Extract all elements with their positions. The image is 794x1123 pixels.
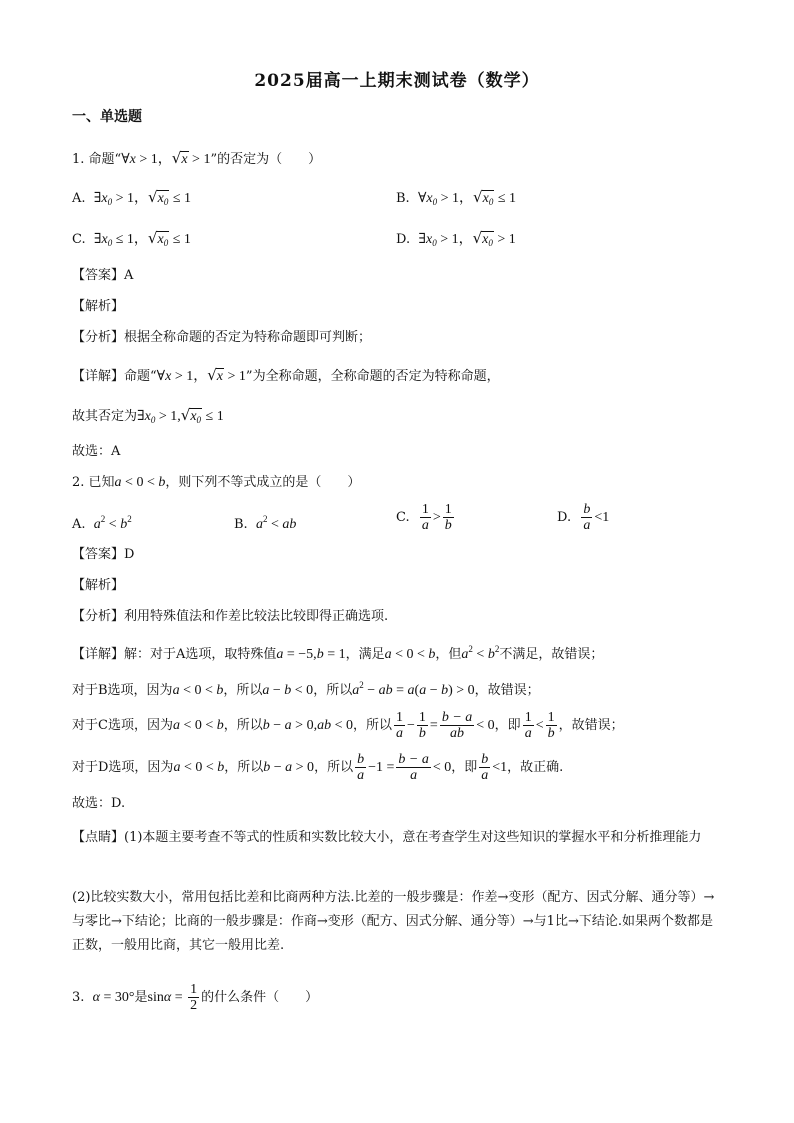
page-title: 2025届高一上期末测试卷（数学）	[254, 71, 540, 91]
question-3-stem: 3. α = 30°是sinα = $\frac{1}{2}$ 的什么条件（ ）	[72, 982, 319, 1013]
choice: 故选：D.	[72, 796, 126, 811]
analysis-tag: 【解析】	[72, 299, 125, 314]
xiangjie: 【详解】命题“∀x > 1，√x > 1”为全称命题，全称命题的否定为特称命题，	[72, 366, 500, 384]
question-2-stem: 2. 已知a < 0 < b，则下列不等式成立的是（ ）	[72, 475, 361, 490]
option-c: C. $\frac{1}{a}$ > $\frac{1}{b}$	[396, 502, 452, 533]
dianjing: 【点睛】(1)本题主要考查不等式的性质和实数比较大小，意在考查学生对这些知识的掌握水平和分析推理能力	[72, 830, 702, 845]
xiangjie-line-2: 对于B选项，因为a < 0 < b，所以a − b < 0，所以$a^2$ − ab = a(a − b) > 0，故错误；	[72, 680, 540, 698]
xiangjie-line-1: 【详解】解：对于A选项，取特殊值a = −5,b = 1，满足a < 0 < b，但$a^2 < b^2$不满足，故错误；	[72, 644, 604, 662]
answer: 【答案】A	[72, 268, 134, 283]
section-heading: 一、单选题	[72, 109, 142, 125]
question-1-stem: 1. 命题“∀x > 1，√x > 1”的否定为（ ）	[72, 149, 322, 167]
dianjing-note: (2)比较实数大小，常用包括比差和比商两种方法.比差的一般步骤是：作差→变形（配方、因式分解、通分等）→与零比→下结论；比商的一般步骤是：作商→变形（配方、因式分解、通分等）→与1比→下结论.如果两个数都是正数，一般用比商，其它一般用比差.	[72, 890, 715, 953]
option-b: B. $a^2$ < ab	[234, 514, 297, 532]
option-c: C. $\exists x_0 \le 1$，$√x_0 \le 1$	[72, 229, 191, 248]
choice: 故选：A	[72, 444, 121, 459]
answer: 【答案】D	[72, 547, 135, 562]
option-d: D. $\exists x_0 > 1$，$√x_0 > 1$	[396, 229, 516, 248]
fenxi: 【分析】根据全称命题的否定为特称命题即可判断；	[72, 330, 372, 345]
xiangjie-line-3: 对于C选项，因为a < 0 < b，所以b − a > 0,ab < 0，所以 $\frac{1}{a}$ − $\frac{1}{b}$ = $\frac{b - a}{ab}$ < 0，即 $\frac{1}{a}$ < $\frac{1}{b}$ ，故错误；	[72, 710, 624, 741]
option-b: B. $\forall x_0 > 1$，$√x_0 \le 1$	[396, 188, 516, 207]
fenxi: 【分析】利用特殊值法和作差比较法比较即得正确选项.	[72, 609, 389, 624]
analysis-tag: 【解析】	[72, 578, 125, 593]
option-d: D. $\frac{b}{a}$ <1	[557, 502, 610, 533]
conclusion: 故其否定为$\exists x_0 > 1,√x_0 \le 1$	[72, 406, 224, 425]
option-a: A. $a^2 < b^2$	[72, 514, 132, 532]
option-a: A. $\exists x_0 > 1$，$√x_0 \le 1$	[72, 188, 191, 207]
xiangjie-line-4: 对于D选项，因为a < 0 < b，所以b − a > 0，所以 $\frac{b}{a}$ −1 = $\frac{b - a}{a}$ < 0，即 $\frac{b}{a}$ <1，故正确.	[72, 752, 564, 783]
